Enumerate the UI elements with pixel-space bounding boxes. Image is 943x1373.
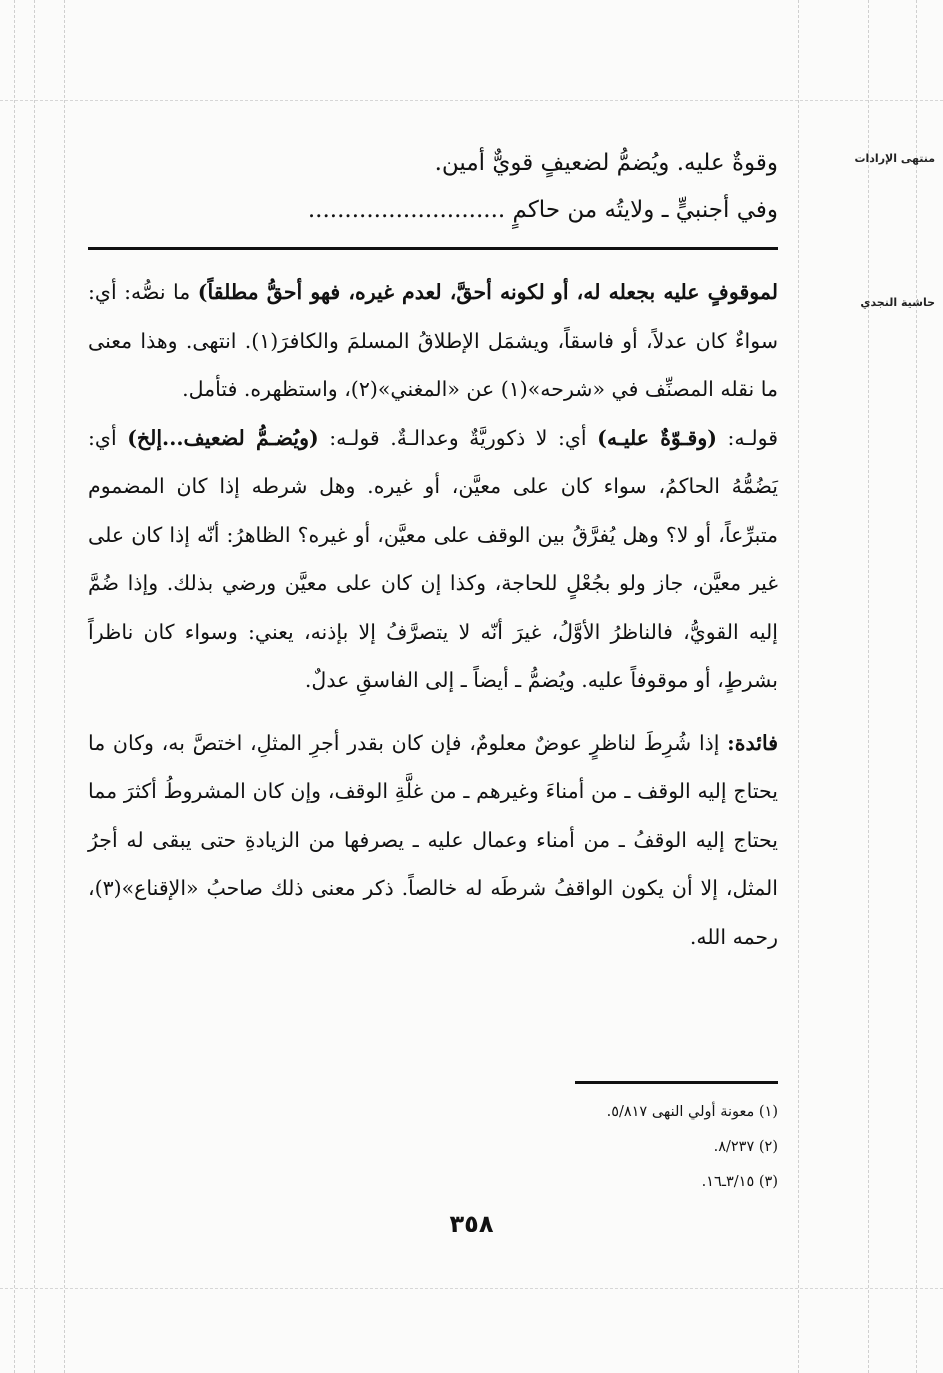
scan-guide-line (798, 0, 799, 1373)
matn-text (88, 140, 778, 234)
matn-line-1: وقوةٌ عليه. ويُضمُّ لضعيفٍ قويٌّ أمين. (434, 150, 778, 176)
bold-quote: (وقـوّةٌ عليـه) (597, 425, 717, 450)
sharh-paragraph-3 (88, 719, 778, 962)
side-label-hashiya: حاشية النجدي (860, 296, 935, 309)
paragraph-text: إذا شُرِطَ لناظرٍ عوضٌ معلومٌ، فإن كان بقدر أجرِ المثلِ، اختصَّ به، وكان ما يحتاج إليه الوقف ـ من أمناءَ وغيرهم ـ من غلَّةِ الوقف، وإن كان المشروطُ أكثرَ مما يحتاج إليه الوقفُ ـ من أمناء وعمال عليه ـ يصرفها من الزيادةِ حتى يبقى له أجرُ المثل، إلا أن يكون الواقفُ شرطَه له خالصاً. ذكر معنى ذلك صاحبُ «الإقناع»(٣)، رحمه الله. (88, 730, 778, 949)
sharh-paragraph-2 (88, 414, 778, 705)
footnote-separator-rule (575, 1081, 778, 1084)
footnote-3: (٣) ٣/١٥ـ١٦. (701, 1174, 778, 1190)
scan-guide-line (0, 1288, 943, 1289)
bold-quote: (ويُضـمُّ لضعيف...إلخ) (127, 425, 319, 450)
faida-label: فائدة: (727, 730, 778, 755)
footnote-2: (٢) ٨/٢٣٧. (713, 1139, 778, 1155)
paragraph-text: قولـه: (716, 425, 779, 450)
side-label-muntaha: منتهى الإرادات (854, 152, 935, 165)
scan-guide-line (0, 100, 943, 101)
matn-line-2: وفي أجنبيٍّ ـ ولايتُه من حاكمٍ ........................... (307, 197, 778, 223)
scan-guide-line (916, 0, 917, 1373)
paragraph-text: ما نصُّه: أي: سواءٌ كان عدلاً، أو فاسقاً، ويشمَل الإطلاقُ المسلمَ والكافرَ(١). انتهى. وهذا معنى ما نقله المصنِّف في «شرحه»(١) عن «المغني»(٢)، واستظهره. فتأمل. (88, 280, 778, 401)
scan-guide-line (64, 0, 65, 1373)
sharh-text (88, 268, 778, 961)
page-number: ٣٥٨ (449, 1210, 494, 1238)
paragraph-text: أي: لا ذكوريَّةٌ وعدالـةٌ. قولـه: (318, 425, 598, 450)
scan-guide-line (868, 0, 869, 1373)
footnotes (88, 1095, 778, 1200)
scan-guide-line (14, 0, 15, 1373)
matn-separator-rule (88, 247, 778, 250)
scan-guide-line (34, 0, 35, 1373)
footnote-1: (١) معونة أولي النهى ٥/٨١٧. (606, 1104, 778, 1120)
bold-quote: لموقوفٍ عليه بجعله له، أو لكونه أحقَّ، لعدم غيره، فهو أحقُّ مطلقاً) (197, 280, 778, 304)
paragraph-text: أي: يَضُمُّهُ الحاكمُ، سواء كان على معيَّن، أو غيره. وهل شرطه إذا كان المضموم متبرِّعاً، أو لا؟ وهل يُفرَّقُ بين الوقف على معيَّن، أو غيره؟ الظاهرُ: أنّه إذا كان على غير معيَّن، جاز ولو بجُعْلٍ للحاجة، وكذا إن كان على معيَّن ورضي بذلك. وإذا ضُمَّ إليه القويُّ، فالناظرُ الأوَّلُ، غيرَ أنّه لا يتصرَّفُ إلا بإذنه، يعني: وسواء كان ناظراً بشرطٍ، أو موقوفاً عليه. ويُضمُّ ـ أيضاً ـ إلى الفاسقِ عدلٌ. (88, 425, 778, 692)
sharh-paragraph-1 (88, 268, 778, 414)
